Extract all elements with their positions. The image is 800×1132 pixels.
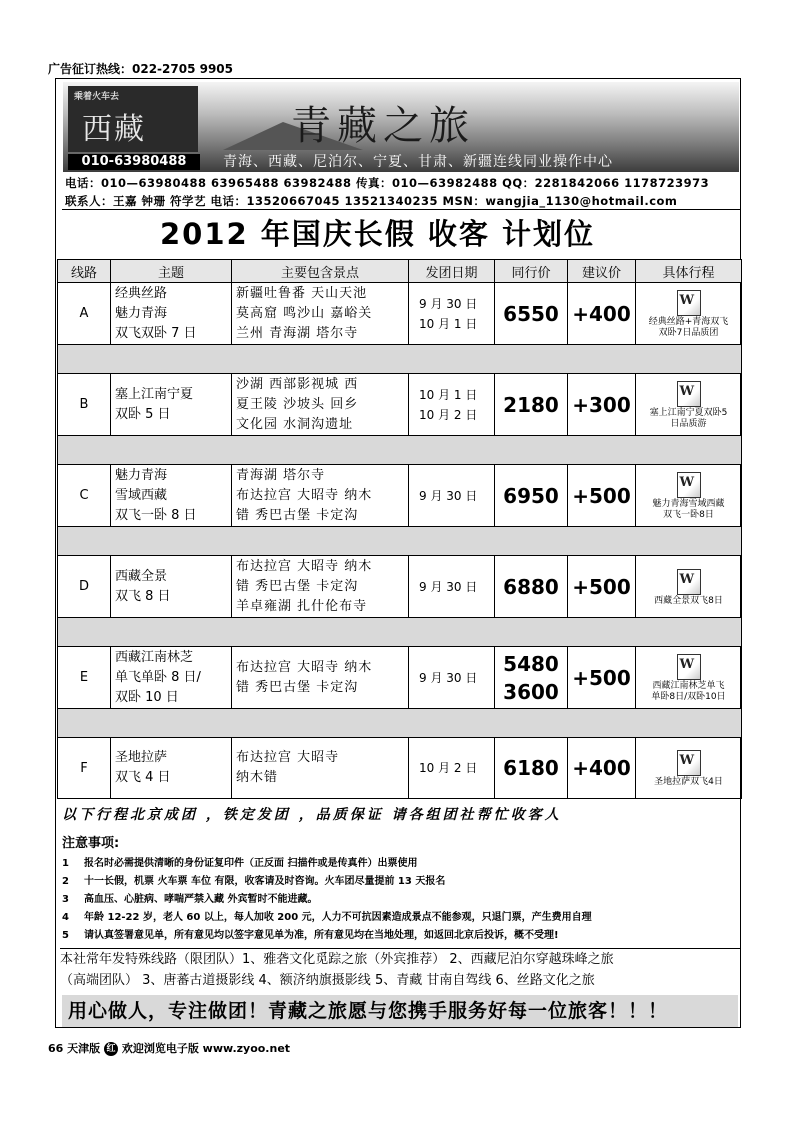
theme-line: 魅力青海 xyxy=(115,305,168,321)
table-header-cell: 同行价 xyxy=(495,260,568,283)
spacer-row xyxy=(58,345,742,374)
departure-dates xyxy=(409,556,495,618)
spots-line: 莫高窟 鸣沙山 嘉峪关 xyxy=(236,305,373,321)
spots-line: 青海湖 塔尔寺 xyxy=(236,467,326,483)
special-lines-1: 本社常年发特殊线路（限团队）1、雅砻文化觅踪之旅（外宾推荐） 2、西藏尼泊尔穿越珠峰之旅 xyxy=(60,952,614,967)
trade-price xyxy=(495,738,568,799)
spacer-cell xyxy=(58,618,742,647)
date-line: 10 月 1 日 xyxy=(419,387,478,402)
date-line: 9 月 30 日 xyxy=(419,579,478,594)
route-theme xyxy=(111,283,232,345)
doc-caption: 西藏全景双飞8日 xyxy=(654,595,723,606)
spots-line: 夏王陵 沙坡头 回乡 xyxy=(236,396,359,412)
table-header-cell: 建议价 xyxy=(568,260,636,283)
notice-text: 高血压、心脏病、哮喘严禁入藏 外宾暂时不能进藏。 xyxy=(84,894,318,905)
route-spots xyxy=(232,465,409,527)
notice-text: 年龄 12-22 岁，老人 60 以上，每人加收 200 元，人力不可抗因素造成景点不能参观，只退门票，产生费用自理 xyxy=(84,912,592,923)
price-value: 3600 xyxy=(503,679,559,704)
spots-line: 布达拉宫 大昭寺 纳木 xyxy=(236,659,373,675)
route-theme xyxy=(111,374,232,436)
date-line: 10 月 1 日 xyxy=(419,316,478,331)
ad-hotline: 广告征订热线：022-2705 9905 xyxy=(48,62,234,76)
departure-dates xyxy=(409,283,495,345)
price-value: 6950 xyxy=(503,483,559,508)
contact-line-1: 电话：010—63980488 63965488 63982488 传真：010—63982488 QQ：2281842066 1178723973 xyxy=(65,176,710,190)
page-footer xyxy=(48,1040,290,1056)
itinerary-doc[interactable] xyxy=(636,738,742,799)
table-header-cell: 发团日期 xyxy=(409,260,495,283)
notice-title: 注意事项: xyxy=(62,836,120,851)
spots-line: 布达拉宫 大昭寺 xyxy=(236,750,340,765)
notice-item xyxy=(62,926,559,941)
doc-caption: 日品质游 xyxy=(670,419,707,429)
itinerary-doc[interactable] xyxy=(636,374,742,436)
theme-line: 经典丝路 xyxy=(115,285,168,301)
trade-price xyxy=(495,374,568,436)
spacer-cell xyxy=(58,709,742,738)
theme-line: 西藏江南林芝 xyxy=(115,649,194,665)
spots-line: 布达拉宫 大昭寺 纳木 xyxy=(236,487,373,503)
theme-line: 双飞双卧 7 日 xyxy=(115,325,197,341)
footer-link[interactable]: 欢迎浏览电子版 www.zyoo.net xyxy=(121,1042,291,1055)
doc-caption: 双飞一卧8日 xyxy=(663,510,714,520)
route-code: F xyxy=(58,738,111,799)
route-spots xyxy=(232,738,409,799)
spots-line: 错 秀巴古堡 卡定沟 xyxy=(236,679,359,695)
doc-caption: 单卧8日/双卧10日 xyxy=(651,692,726,702)
notice-item xyxy=(62,908,592,923)
date-line: 10 月 2 日 xyxy=(419,407,478,422)
itinerary-doc[interactable] xyxy=(636,465,742,527)
theme-line: 双飞一卧 8 日 xyxy=(115,507,197,523)
table-row xyxy=(58,647,742,709)
suggested-markup: +500 xyxy=(568,647,636,709)
table-body xyxy=(58,283,742,799)
suggested-markup: +400 xyxy=(568,283,636,345)
itinerary-doc[interactable] xyxy=(636,283,742,345)
theme-line: 西藏全景 xyxy=(115,568,168,584)
table-row xyxy=(58,738,742,799)
date-line: 9 月 30 日 xyxy=(419,670,478,685)
theme-line: 双卧 5 日 xyxy=(115,406,171,422)
notice-item xyxy=(62,872,445,887)
notice-item xyxy=(62,854,417,869)
route-theme xyxy=(111,465,232,527)
price-value: 6180 xyxy=(503,756,559,780)
spacer-row xyxy=(58,709,742,738)
price-value: 2180 xyxy=(503,392,559,417)
route-theme xyxy=(111,556,232,618)
theme-line: 单飞单卧 8 日/ xyxy=(115,669,201,685)
table-row xyxy=(58,374,742,436)
spots-line: 纳木错 xyxy=(236,770,279,785)
page-number: 66 天津版 xyxy=(48,1042,101,1055)
price-value: 6550 xyxy=(503,301,559,326)
route-code: A xyxy=(58,283,111,345)
date-line: 10 月 2 日 xyxy=(419,761,478,775)
spacer-row xyxy=(58,618,742,647)
banner xyxy=(63,82,739,172)
doc-caption: 塞上江南宁夏双卧5 xyxy=(649,408,728,418)
doc-caption: 经典丝路+青海双飞 xyxy=(648,317,729,327)
theme-line: 魅力青海 xyxy=(115,467,168,483)
footnote: 以下行程北京成团 ，铁定发团 ，品质保证 请各组团社帮忙收客人 xyxy=(62,807,562,823)
route-theme xyxy=(111,738,232,799)
notice-list xyxy=(60,850,740,946)
table-header-cell: 具体行程 xyxy=(636,260,742,283)
trade-price xyxy=(495,647,568,709)
notice-item xyxy=(62,890,317,905)
tour-table xyxy=(57,259,742,799)
word-doc-icon[interactable] xyxy=(677,750,701,776)
table-row xyxy=(58,283,742,345)
table-header-cell: 线路 xyxy=(58,260,111,283)
spots-line: 错 秀巴古堡 卡定沟 xyxy=(236,507,359,523)
banner-subtitle: 青海、西藏、尼泊尔、宁夏、甘肃、新疆连线同业操作中心 xyxy=(223,154,613,170)
banner-phone: 010-63980488 xyxy=(68,154,200,170)
doc-caption: 圣地拉萨双飞4日 xyxy=(654,777,723,787)
route-code: C xyxy=(58,465,111,527)
main-title: 2012 年国庆长假 收客 计划位 xyxy=(160,217,596,251)
spacer-cell xyxy=(58,436,742,465)
logo-text: 西藏 xyxy=(82,112,146,147)
departure-dates xyxy=(409,465,495,527)
spacer-row xyxy=(58,527,742,556)
word-doc-icon[interactable] xyxy=(677,654,701,680)
spacer-cell xyxy=(58,345,742,374)
trade-price xyxy=(495,465,568,527)
banner-title: 青藏之旅 xyxy=(291,103,475,149)
spacer-row xyxy=(58,436,742,465)
word-doc-icon[interactable] xyxy=(677,290,701,316)
spacer-cell xyxy=(58,527,742,556)
red-badge: 红 xyxy=(104,1042,118,1056)
route-spots xyxy=(232,283,409,345)
price-value: 5480 xyxy=(503,651,559,676)
notice-number: 4 xyxy=(62,912,69,923)
notice-number: 3 xyxy=(62,894,69,905)
logo xyxy=(68,86,198,152)
notice-text: 请认真签署意见单，所有意见均以签字意见单为准，所有意见均在当地处理，如返回北京后投诉，概不受理! xyxy=(84,930,559,941)
divider xyxy=(62,209,740,210)
doc-caption: 西藏江南林芝单飞 xyxy=(652,681,725,691)
route-code: D xyxy=(58,556,111,618)
departure-dates xyxy=(409,738,495,799)
route-spots xyxy=(232,556,409,618)
spots-line: 新疆吐鲁番 天山天池 xyxy=(236,285,368,301)
slogan: 用心做人，专注做团！青藏之旅愿与您携手服务好每一位旅客！！！ xyxy=(62,995,738,1027)
theme-line: 雪域西藏 xyxy=(115,487,168,503)
notice-text: 十一长假，机票 火车票 车位 有限，收客请及时咨询。火车团尽量提前 13 天报名 xyxy=(84,876,446,887)
notice-text: 报名时必需提供清晰的身份证复印件（正反面 扫描件或是传真件）出票使用 xyxy=(84,858,418,869)
theme-line: 圣地拉萨 xyxy=(115,750,168,765)
theme-line: 双飞 8 日 xyxy=(115,588,171,604)
table-header-cell: 主要包含景点 xyxy=(232,260,409,283)
theme-line: 塞上江南宁夏 xyxy=(115,386,194,402)
suggested-markup: +400 xyxy=(568,738,636,799)
trade-price xyxy=(495,283,568,345)
itinerary-doc[interactable] xyxy=(636,647,742,709)
special-lines xyxy=(60,948,740,995)
suggested-markup: +500 xyxy=(568,465,636,527)
special-lines-2: （高端团队） 3、唐蕃古道摄影线 4、额济纳旗摄影线 5、青藏 甘南自驾线 6、丝路文化之旅 xyxy=(60,973,595,988)
suggested-markup: +300 xyxy=(568,374,636,436)
table-header-cell: 主题 xyxy=(111,260,232,283)
doc-caption: 魅力青海雪域西藏 xyxy=(652,499,725,509)
spots-line: 羊卓雍湖 扎什伦布寺 xyxy=(236,598,368,614)
word-doc-icon[interactable] xyxy=(677,569,701,595)
route-theme xyxy=(111,647,232,709)
notice-number: 5 xyxy=(62,930,69,941)
trade-price xyxy=(495,556,568,618)
spots-line: 文化园 水洞沟遗址 xyxy=(236,416,354,432)
word-doc-icon[interactable] xyxy=(677,381,701,407)
logo-tagline: 乘着火车去 xyxy=(74,92,120,102)
table-row xyxy=(58,556,742,618)
itinerary-doc[interactable] xyxy=(636,556,742,618)
route-code: B xyxy=(58,374,111,436)
spots-line: 布达拉宫 大昭寺 纳木 xyxy=(236,558,373,574)
notice-number: 2 xyxy=(62,876,69,887)
spots-line: 兰州 青海湖 塔尔寺 xyxy=(236,325,359,341)
table-row xyxy=(58,465,742,527)
route-spots xyxy=(232,647,409,709)
departure-dates xyxy=(409,374,495,436)
table-header-row xyxy=(58,260,742,283)
theme-line: 双卧 10 日 xyxy=(115,689,179,705)
spots-line: 沙湖 西部影视城 西 xyxy=(236,376,359,392)
price-value: 6880 xyxy=(503,574,559,599)
word-doc-icon[interactable] xyxy=(677,472,701,498)
contact-line-2: 联系人：王嘉 钟珊 符学艺 电话：13520667045 13521340235 MSN：wangjia_1130@hotmail.com xyxy=(65,194,678,208)
spots-line: 错 秀巴古堡 卡定沟 xyxy=(236,578,359,594)
date-line: 9 月 30 日 xyxy=(419,488,478,503)
doc-caption: 双卧7日品质团 xyxy=(658,328,719,338)
suggested-markup: +500 xyxy=(568,556,636,618)
date-line: 9 月 30 日 xyxy=(419,296,478,311)
departure-dates xyxy=(409,647,495,709)
theme-line: 双飞 4 日 xyxy=(115,770,171,785)
notice-number: 1 xyxy=(62,858,69,869)
route-code: E xyxy=(58,647,111,709)
route-spots xyxy=(232,374,409,436)
